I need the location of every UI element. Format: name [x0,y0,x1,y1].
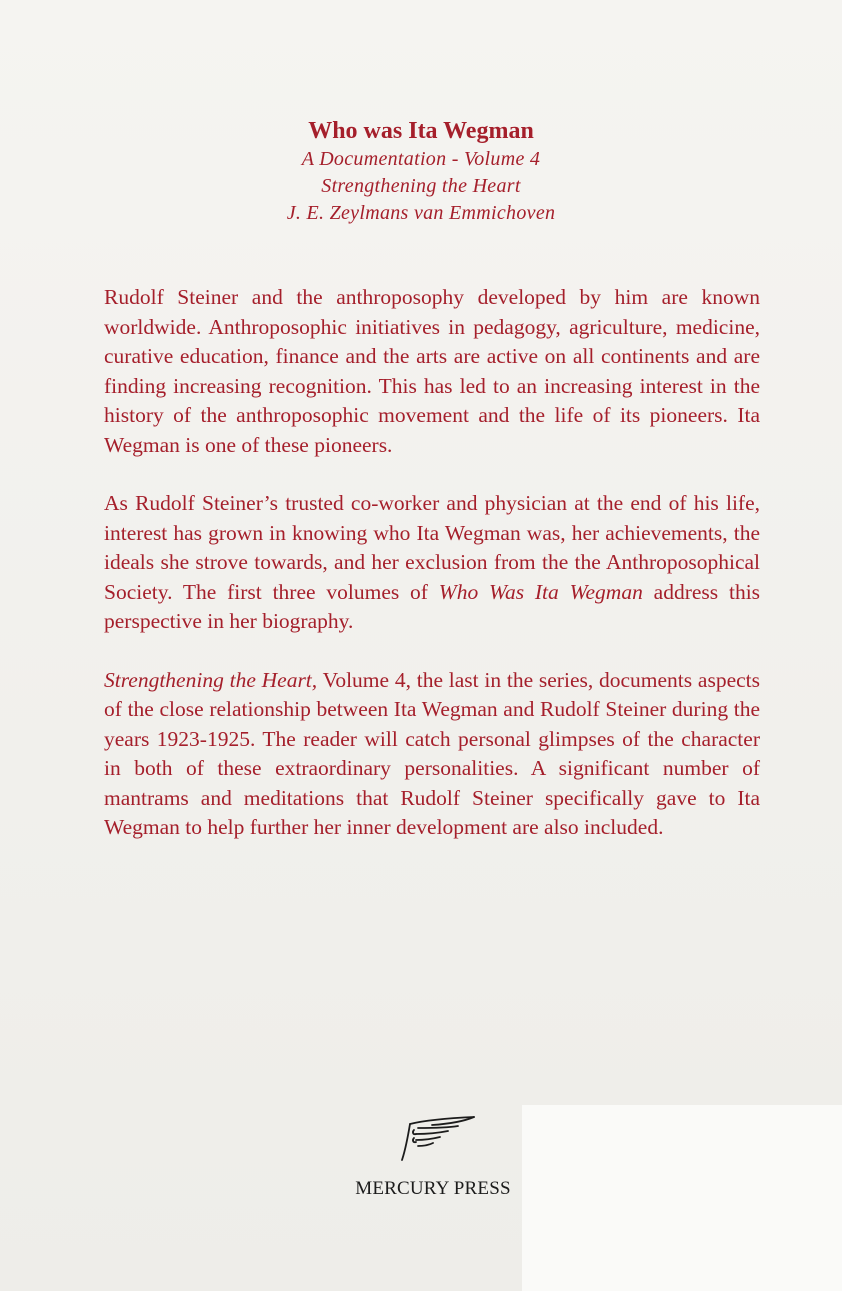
volume-title: Strengthening the Heart [321,175,521,197]
paragraph-intro: Rudolf Steiner and the anthroposophy developed by him are known worldwide. Anthroposophic initiatives in pedagogy, agriculture, medicine, curative education, finance and the arts are active on all continents and are finding increasing recognition. This has led to an increasing interest in the history of the anthroposophic movement and the life of its pioneers. Ita Wegman is one of these pioneers. [104,285,760,457]
series-title-italic: Who Was Ita Wegman [438,579,643,604]
paragraph-coworker [104,489,760,637]
book-title: Who was Ita Wegman [308,118,534,144]
book-header [0,116,842,227]
publisher-name: MERCURY PRESS [355,1178,511,1199]
book-subtitle: A Documentation - Volume 4 [301,148,541,170]
paragraph-volume-4 [104,666,760,843]
paragraph-coworker-tail: address this perspective in her biography. [104,579,761,633]
blurb-text [104,283,760,872]
author-name: J. E. Zeylmans van Emmichoven [286,202,556,224]
volume-title-italic: Strengthening the Heart, [104,667,318,692]
paragraph-coworker-text: As Rudolf Steiner’s trusted co-worker and physician at the end of his life, interest has grown in knowing who Ita Wegman was, her achievements, the ideals she strove towards, and her exclusion from the the Anthroposophical Society. The first three volumes of [104,491,760,604]
winged-logo-icon [396,1112,480,1164]
paragraph-volume-4-text: Volume 4, the last in the series, documents aspects of the close relationship between Ita Wegman and Rudolf Steiner during the years 1923-1925. The reader will catch personal glimpses of the character in both of these extraordinary personalities. A significant number of mantrams and meditations that Rudolf Steiner specifically gave to Ita Wegman to help further her inner development are also included. [104,667,760,839]
